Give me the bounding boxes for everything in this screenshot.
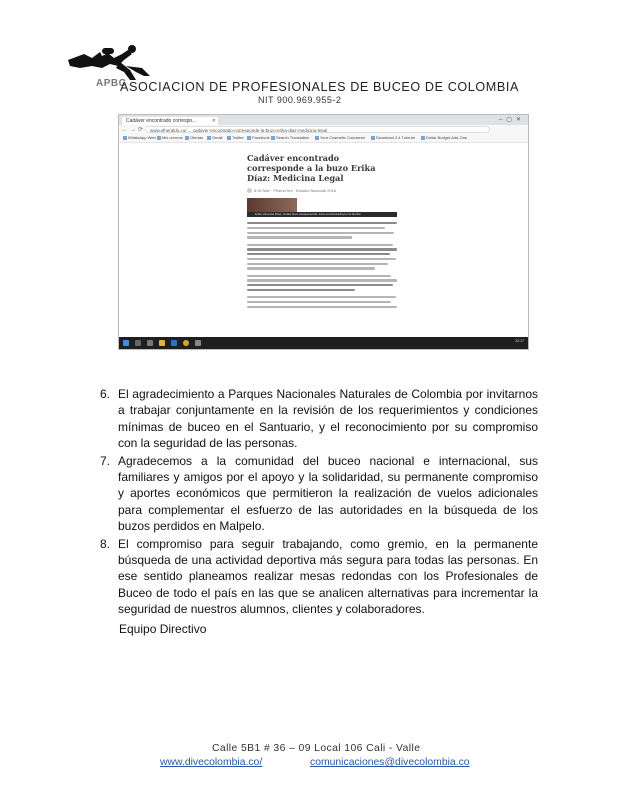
bookmark-item[interactable]: Twitter bbox=[227, 135, 244, 140]
bookmark-item[interactable]: Download 3.4 Tutorial bbox=[371, 135, 415, 140]
article-photo bbox=[247, 198, 297, 212]
list-item-number: 6. bbox=[100, 387, 111, 401]
article-paragraph bbox=[247, 275, 397, 292]
list-item-text: Agradecemos a la comunidad del buceo nacional e internacional, sus familiares y amigos por el apoyo y la solidaridad, su permanente compromiso y aportes económicos que permitieron la realización de vuelos adicionales para complementar el esfuerzo de las autoridades en la búsqueda de los buzos perdidos en Malpelo. bbox=[118, 453, 538, 534]
footer-address: Calle 5B1 # 36 – 09 Local 106 Cali - Valle bbox=[212, 743, 421, 754]
taskbar-clock: 22:17 bbox=[515, 339, 524, 343]
article bbox=[247, 153, 397, 311]
edge-icon[interactable] bbox=[171, 340, 177, 346]
browser-tab-title: Cadáver encontrado correspo... bbox=[126, 118, 197, 124]
organization-nit: NIT 900.969.955-2 bbox=[258, 95, 342, 105]
embedded-news-screenshot bbox=[118, 114, 529, 350]
bookmark-item[interactable]: Search Translation bbox=[271, 135, 309, 140]
article-title: Cadáver encontrado corresponde a la buzo Erika Díaz: Medicina Legal bbox=[247, 153, 376, 183]
browser-address-bar bbox=[119, 125, 528, 134]
article-meta-text: 8:34 Mar · Prisma hrs · Estudio Nacional 2016 bbox=[254, 188, 337, 193]
bookmark-item[interactable]: Facebook bbox=[247, 135, 270, 140]
email-link[interactable]: comunicaciones@divecolombia.co bbox=[310, 757, 470, 768]
window-controls-icon[interactable]: –▢✕ bbox=[498, 117, 525, 123]
bookmarks-bar bbox=[119, 134, 528, 143]
list-item bbox=[100, 453, 538, 535]
website-link[interactable]: www.divecolombia.co/ bbox=[160, 757, 263, 768]
store-icon[interactable] bbox=[195, 340, 201, 346]
file-explorer-icon[interactable] bbox=[159, 340, 165, 346]
close-icon[interactable]: ✕ bbox=[211, 118, 216, 124]
article-paragraph bbox=[247, 244, 397, 270]
list-item-number: 8. bbox=[100, 536, 111, 551]
article-paragraph bbox=[247, 296, 397, 308]
bookmark-item[interactable]: WhatsApp Web bbox=[123, 135, 156, 140]
browser-tab-bar bbox=[119, 115, 528, 125]
windows-start-icon[interactable] bbox=[123, 340, 129, 346]
nav-arrows-icon[interactable]: ←→⟳ bbox=[122, 127, 146, 133]
signature: Equipo Directivo bbox=[119, 622, 207, 636]
bookmark-item[interactable]: Gmail bbox=[207, 135, 222, 140]
article-page bbox=[119, 143, 528, 337]
bookmark-item[interactable]: Dollar Budget Add-Ons bbox=[421, 135, 467, 140]
organization-name: ASOCIACION DE PROFESIONALES DE BUCEO DE COLOMBIA bbox=[120, 80, 519, 94]
list-item bbox=[100, 536, 538, 618]
list-item bbox=[100, 386, 538, 452]
author-avatar bbox=[247, 188, 252, 193]
article-meta bbox=[247, 188, 397, 193]
bookmark-item[interactable]: Your Cosmetic Counselor bbox=[315, 135, 365, 140]
photo-caption: Erika Vanessa Díaz, ondas buzo desaparecida. Foto suministrada por la familia bbox=[247, 212, 397, 217]
search-icon[interactable] bbox=[135, 340, 141, 346]
bookmark-item[interactable]: Mis correos bbox=[157, 135, 183, 140]
task-view-icon[interactable] bbox=[147, 340, 153, 346]
logo-wordmark: APBC bbox=[96, 78, 127, 89]
list-item-number: 7. bbox=[100, 453, 111, 468]
list-item-text: El compromiso para seguir trabajando, como gremio, en la permanente búsqueda de una actividad deportiva más segura para todas las personas. En ese sentido planeamos realizar mesas redondas con los Profesionales de Buceo de todo el país en las que se analicen alternativas para incrementar la seguridad de nuestros alumnos, clientes y colaboradores. bbox=[118, 536, 538, 617]
list-item-text: El agradecimiento a Parques Nacionales Naturales de Colombia por invitarnos a trabajar conjuntamente en la revisión de los requerimientos y condiciones mínimas de buceo en el Santuario, y el reconocimiento por su compromiso con la seguridad de las personas. bbox=[118, 387, 538, 451]
url-field[interactable]: www.elheraldo.co/ ... cadaver-encontrado-corresponde-la-buzo-erika-diaz-medicina-legal bbox=[145, 126, 490, 133]
bookmark-item[interactable]: Ofertas bbox=[185, 135, 203, 140]
chrome-icon[interactable] bbox=[183, 340, 189, 346]
article-paragraph bbox=[247, 222, 397, 239]
browser-tab[interactable] bbox=[122, 117, 218, 125]
windows-taskbar bbox=[119, 337, 528, 349]
acknowledgement-list bbox=[100, 386, 538, 619]
